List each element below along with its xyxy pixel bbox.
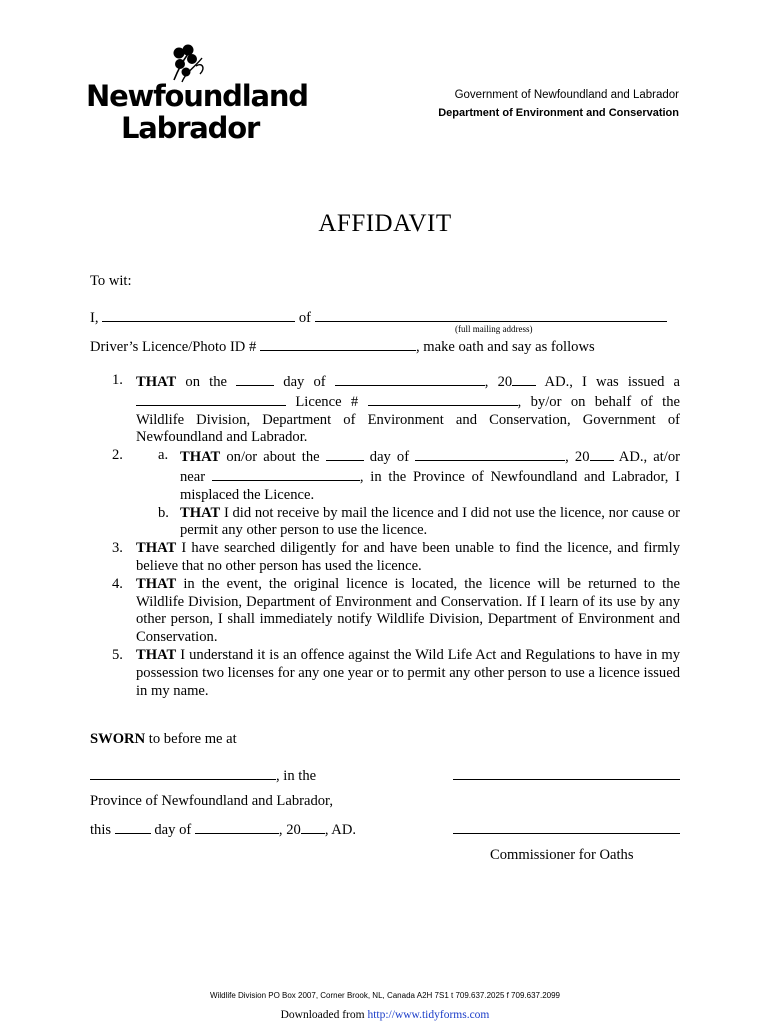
item-text: I understand it is an offence against the Wild Life Act and Regulations to have in my possession two licenses for any one year or to permit any other person to use a licence issued in my name. xyxy=(136,646,680,699)
sworn-label: SWORN xyxy=(90,731,146,747)
list-item-1 xyxy=(90,372,680,447)
mailing-address-hint: (full mailing address) xyxy=(455,324,533,334)
item-text: I have searched diligently for and have been unable to find the licence, and firmly believe that no other person has used the licence. xyxy=(136,540,680,574)
oath-text: , make oath and say as follows xyxy=(415,339,595,355)
licence-id-field[interactable] xyxy=(260,337,416,351)
download-notice xyxy=(0,1009,770,1021)
day-field[interactable] xyxy=(236,372,274,386)
item-number: 4. xyxy=(112,575,123,592)
licence-type-field[interactable] xyxy=(136,392,286,406)
sworn-text: to before me at xyxy=(145,731,237,747)
of-label: of xyxy=(298,310,311,326)
address-field[interactable] xyxy=(315,308,667,322)
government-name: Government of Newfoundland and Labrador xyxy=(454,89,679,101)
pitcher-plant-icon xyxy=(86,44,216,84)
item-number: 5. xyxy=(112,646,123,663)
list-item-2 xyxy=(90,447,680,540)
that-label: THAT xyxy=(136,540,177,557)
sub-item-letter: b. xyxy=(158,504,169,521)
in-the-text: , in the xyxy=(276,768,317,784)
sub-item-letter: a. xyxy=(158,447,169,464)
ad-label: , AD. xyxy=(324,822,357,838)
licence-id-label: Driver’s Licence/Photo ID # xyxy=(90,339,257,355)
year-field[interactable] xyxy=(301,820,325,834)
that-label: THAT xyxy=(136,646,177,663)
download-prefix: Downloaded from xyxy=(280,1009,368,1021)
item-text: , 20 xyxy=(565,449,590,466)
that-label: THAT xyxy=(180,449,221,466)
i-label: I, xyxy=(90,310,99,326)
year-field[interactable] xyxy=(512,372,536,386)
day-of-label: day of xyxy=(150,822,195,838)
deponent-signature-line[interactable] xyxy=(453,778,680,780)
item-text: AD., at/or near xyxy=(180,449,680,485)
government-header xyxy=(438,86,679,122)
footer-address: Wildlife Division PO Box 2007, Corner Brook, NL, Canada A2H 7S1 t 709.637.2025 f 709.637.2099 xyxy=(210,991,560,1000)
item-text: Licence # xyxy=(286,393,368,410)
item-text: on/or about the xyxy=(220,449,326,466)
item-text: day of xyxy=(274,374,335,390)
licence-number-field[interactable] xyxy=(368,392,518,406)
sworn-place-line xyxy=(90,766,316,785)
month-field[interactable] xyxy=(335,372,485,386)
logo-text-labrador: Labrador xyxy=(121,111,260,145)
list-item-5 xyxy=(90,647,680,700)
department-name: Department of Environment and Conservation xyxy=(438,107,679,119)
sub-item-b xyxy=(90,505,680,541)
day-field[interactable] xyxy=(326,447,364,461)
to-wit-label: To wit: xyxy=(90,273,132,289)
sworn-line xyxy=(90,730,237,748)
this-label: this xyxy=(90,822,115,838)
item-number: 1. xyxy=(112,372,123,388)
page-title: AFFIDAVIT xyxy=(318,210,452,237)
logo-text-newfoundland: Newfoundland xyxy=(86,79,308,113)
list-item-3 xyxy=(90,540,680,576)
item-text: on the xyxy=(176,374,237,390)
item-number: 3. xyxy=(112,540,123,557)
name-address-line xyxy=(90,308,667,327)
list-item-4 xyxy=(90,576,680,647)
item-text: AD., I was issued a xyxy=(536,374,680,390)
affidavit-items xyxy=(90,372,680,700)
licence-id-line xyxy=(90,337,595,356)
item-text: , in the Province of Newfoundland and Labrador, I misplaced the Licence. xyxy=(180,468,680,503)
item-text: , 20 xyxy=(484,374,513,390)
item-number: 2. xyxy=(112,447,123,464)
item-text: day of xyxy=(363,449,416,466)
that-label: THAT xyxy=(136,575,177,592)
location-field[interactable] xyxy=(212,467,360,481)
item-text: I did not receive by mail the licence and I did not use the licence, nor cause or permit any other person to use the licence. xyxy=(180,504,680,539)
logo xyxy=(86,44,308,145)
month-field[interactable] xyxy=(415,447,565,461)
year-field[interactable] xyxy=(590,447,614,461)
sub-item-a xyxy=(90,447,680,504)
day-field[interactable] xyxy=(115,820,151,834)
year-label: , 20 xyxy=(278,822,301,838)
name-field[interactable] xyxy=(102,308,295,322)
province-text: Province of Newfoundland and Labrador, xyxy=(90,793,333,809)
commissioner-label: Commissioner for Oaths xyxy=(490,847,634,863)
download-link[interactable]: http://www.tidyforms.com xyxy=(367,1009,490,1021)
that-label: THAT xyxy=(180,504,221,521)
that-label: THAT xyxy=(136,374,177,390)
commissioner-signature-line[interactable] xyxy=(453,832,680,834)
place-field[interactable] xyxy=(90,766,276,780)
month-field[interactable] xyxy=(195,820,279,834)
date-line xyxy=(90,820,356,839)
item-text: , by/or on behalf of the Wildlife Division, Department of Environment and Conservation, Government of Newfoundland and Labrador. xyxy=(136,393,680,446)
item-text: in the event, the original licence is located, the licence will be returned to the Wildlife Division, Department of Environment and Conservation. If I learn of its use by any other person, I shall immediately notify Wildlife Division, Department of Environment and Conservation. xyxy=(136,575,680,646)
